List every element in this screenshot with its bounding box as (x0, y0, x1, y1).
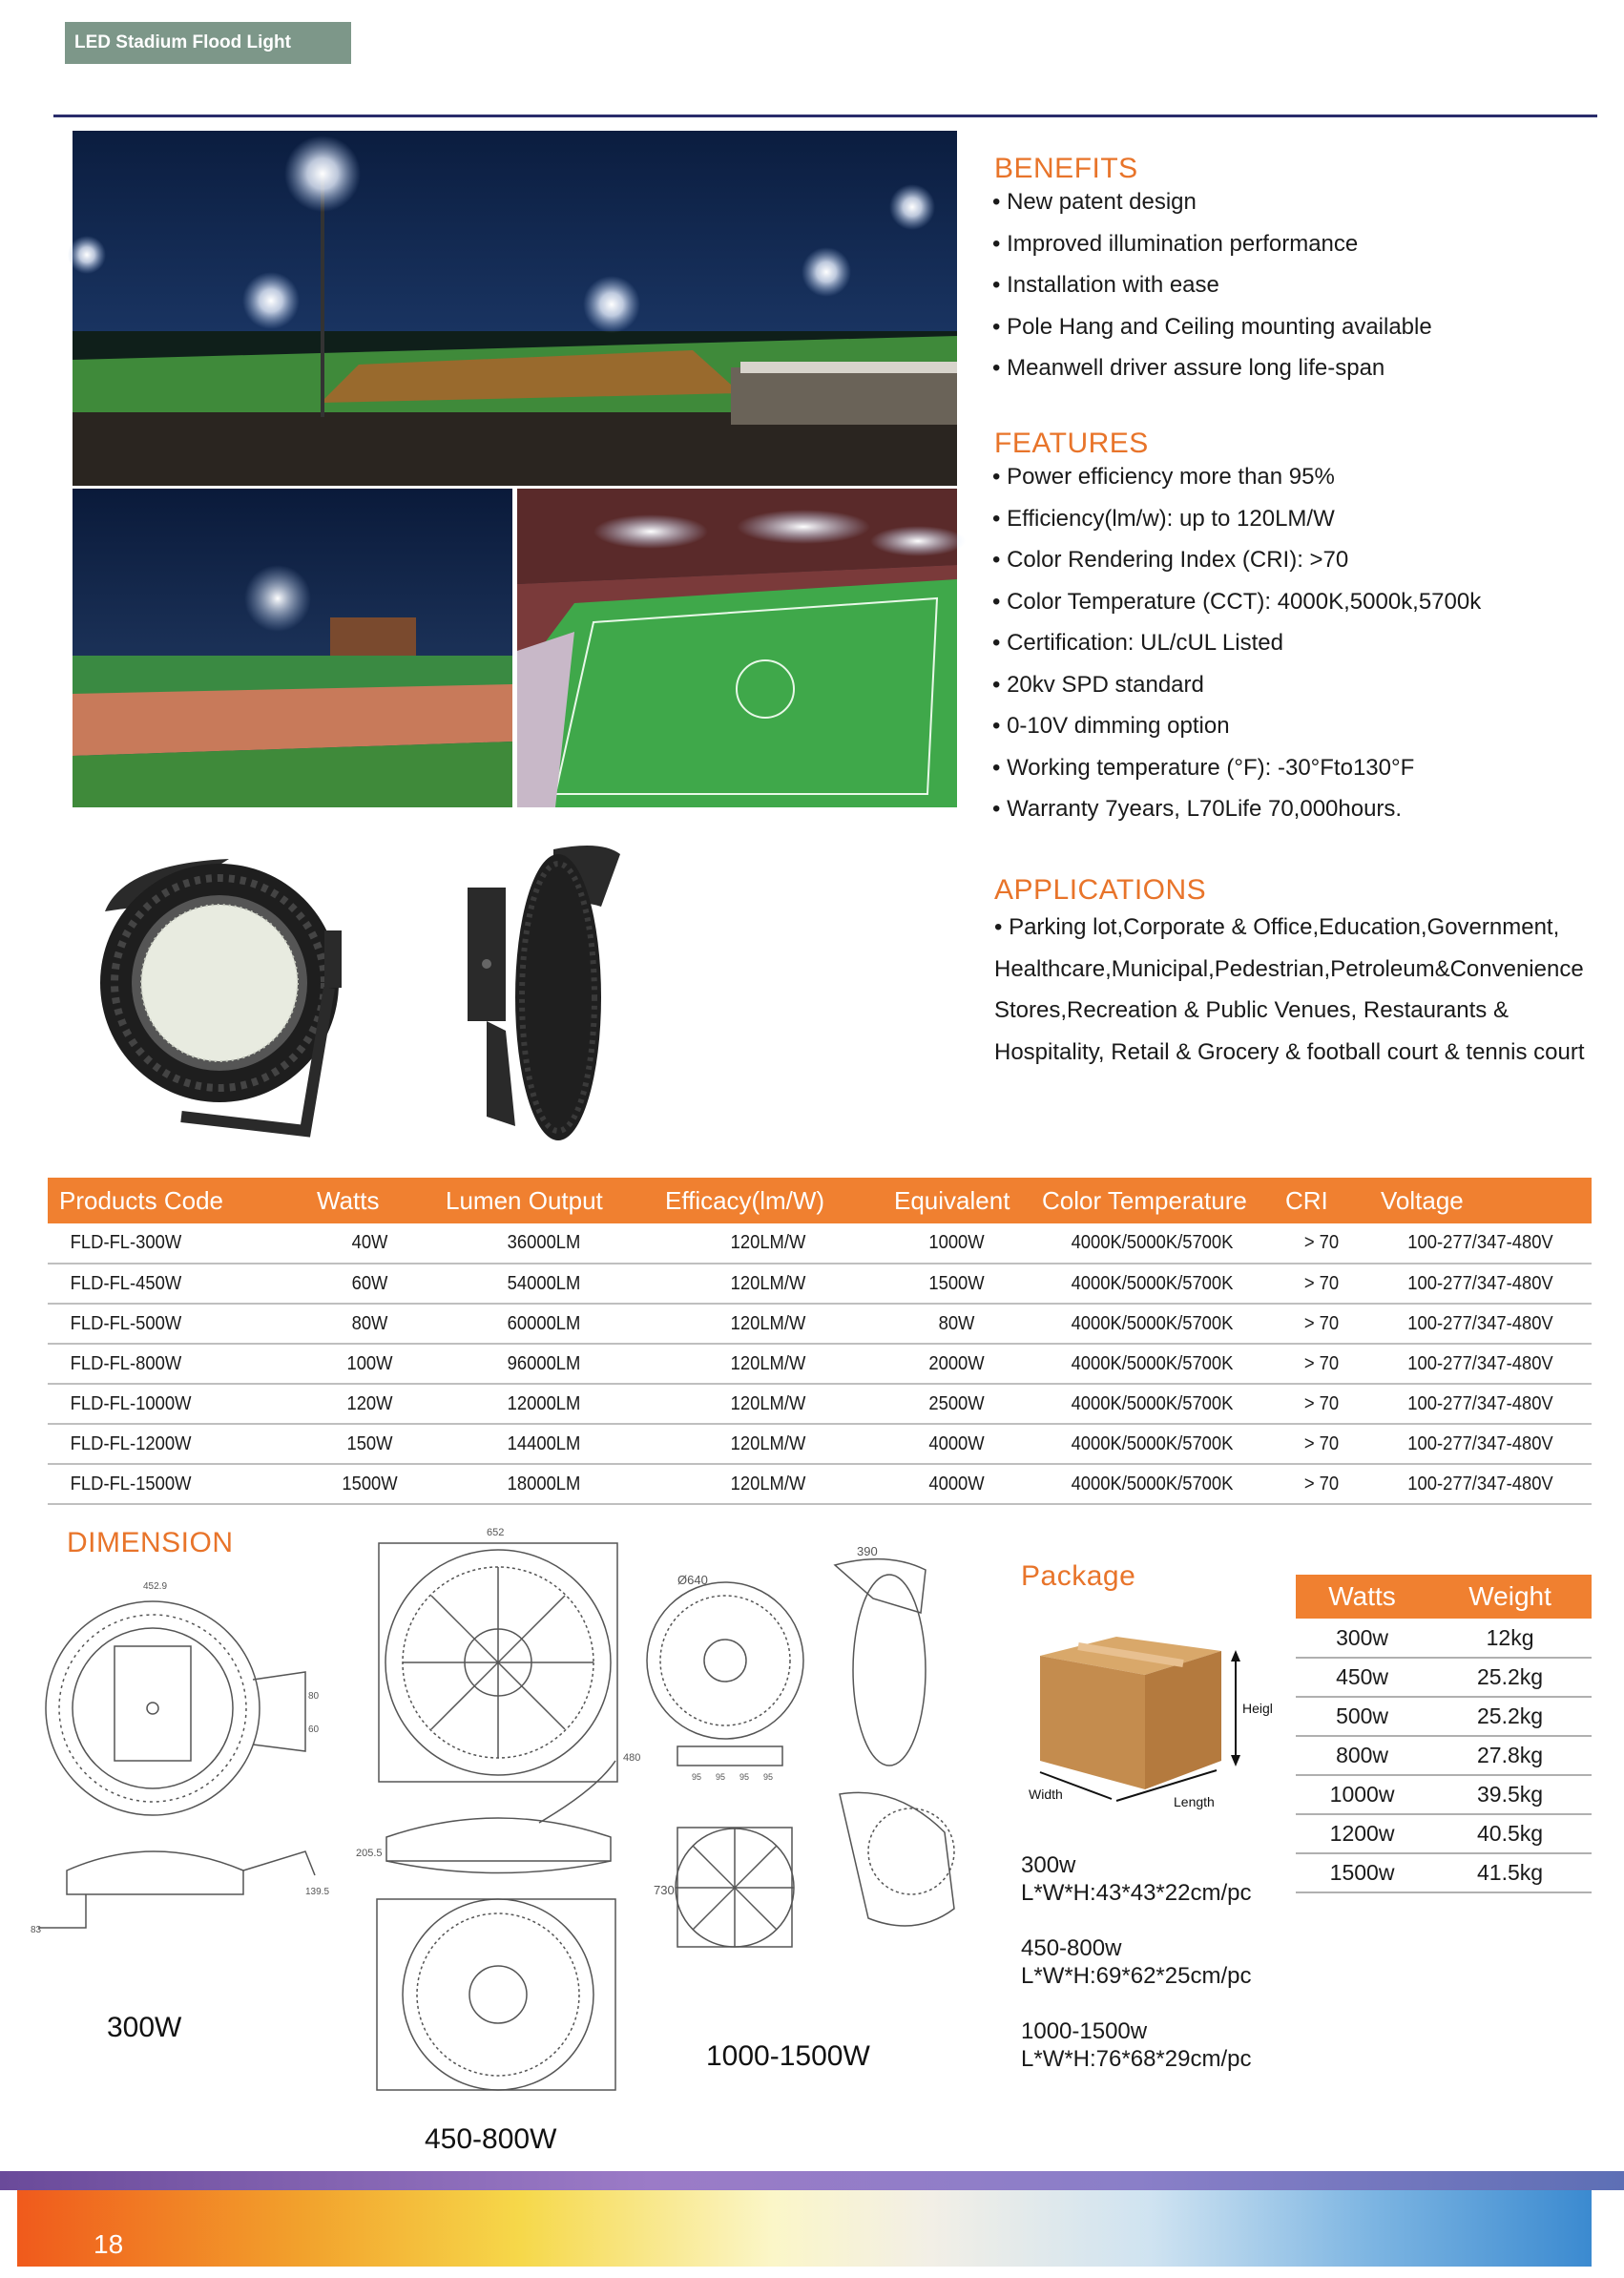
dimension-label-300w: 300W (107, 2012, 182, 2043)
dimension-label-450-800w: 450-800W (425, 2123, 557, 2155)
drawing-300w (29, 1565, 344, 1956)
page-number: 18 (94, 2229, 124, 2259)
feature-item: • 20kv SPD standard (992, 664, 1481, 706)
benefit-item: • Improved illumination performance (992, 223, 1432, 265)
table-cell: 25.2kg (1428, 1697, 1592, 1736)
table-cell: 4000K/5000K/5700K (1040, 1384, 1264, 1424)
dim-text: 95 (716, 1772, 726, 1782)
applications-line: • Parking lot,Corporate & Office,Education,Government, (994, 914, 1560, 940)
table-cell: 120LM/W (663, 1384, 874, 1424)
table-cell: 4000K/5000K/5700K (1040, 1424, 1264, 1464)
section-tag: LED Stadium Flood Light (65, 22, 351, 64)
table-cell: 25.2kg (1428, 1658, 1592, 1697)
col-header: Products Code (48, 1178, 305, 1223)
table-cell: 60000LM (443, 1304, 645, 1344)
table-cell: 120LM/W (663, 1264, 874, 1304)
col-header: Watts (305, 1178, 434, 1223)
benefit-item: • Installation with ease (992, 264, 1432, 306)
package-dims: L*W*H:76*68*29cm/pc (1021, 2046, 1252, 2072)
table-cell: 120LM/W (663, 1464, 874, 1504)
package-size: 1000-1500w (1021, 2018, 1148, 2044)
col-header: CRI (1274, 1178, 1369, 1223)
dim-text: 480 (623, 1752, 641, 1764)
applications-line: Stores,Recreation & Public Venues, Restaurants & (994, 997, 1509, 1023)
fixture-side-render (448, 840, 630, 1155)
box-length-label: Length (1174, 1794, 1215, 1809)
table-cell: 4000K/5000K/5700K (1040, 1264, 1264, 1304)
table-cell: 40.5kg (1428, 1814, 1592, 1853)
feature-item: • Efficiency(lm/w): up to 120LM/W (992, 498, 1481, 540)
table-row (1296, 1775, 1592, 1814)
col-header: Voltage (1369, 1178, 1592, 1223)
table-cell: 60W (310, 1264, 428, 1304)
table-cell: 54000LM (443, 1264, 645, 1304)
benefit-item: • Pole Hang and Ceiling mounting available (992, 306, 1432, 348)
feature-item: • Certification: UL/cUL Listed (992, 622, 1481, 664)
table-cell: FLD-FL-800W (58, 1344, 295, 1384)
dimension-heading: DIMENSION (67, 1527, 234, 1558)
benefits-heading: BENEFITS (994, 153, 1138, 184)
table-cell: FLD-FL-1500W (58, 1464, 295, 1504)
table-row (1296, 1658, 1592, 1697)
table-cell: 100W (310, 1344, 428, 1384)
benefits-list (992, 181, 1432, 389)
package-dims: L*W*H:69*62*25cm/pc (1021, 1963, 1252, 1989)
applications-text (994, 907, 1624, 1073)
table-cell: 12kg (1428, 1619, 1592, 1658)
package-spec (1021, 1851, 1251, 1907)
package-spec (1021, 1934, 1251, 1990)
photo-baseball-field (73, 131, 957, 486)
dim-text: 80 (308, 1691, 320, 1702)
col-header: Watts (1296, 1575, 1428, 1619)
table-cell: > 70 (1278, 1264, 1365, 1304)
drawing-450-800w (348, 1522, 641, 2100)
dim-text: 95 (692, 1772, 702, 1782)
table-cell: 100-277/347-480V (1378, 1304, 1582, 1344)
table-cell: > 70 (1278, 1223, 1365, 1264)
table-cell: > 70 (1278, 1304, 1365, 1344)
package-dims: L*W*H:43*43*22cm/pc (1021, 1880, 1252, 1906)
table-row (1296, 1814, 1592, 1853)
table-cell: 1500W (888, 1264, 1025, 1304)
table-cell: FLD-FL-300W (58, 1223, 295, 1264)
package-box-illustration (1021, 1618, 1279, 1823)
table-cell: > 70 (1278, 1424, 1365, 1464)
table-cell: 27.8kg (1428, 1736, 1592, 1775)
feature-item: • Power efficiency more than 95% (992, 456, 1481, 498)
table-cell: 150W (310, 1424, 428, 1464)
table-cell: 18000LM (443, 1464, 645, 1504)
footer-band (0, 2171, 1624, 2190)
col-header: Lumen Output (434, 1178, 654, 1223)
table-cell: 120LM/W (663, 1304, 874, 1344)
table-row (48, 1304, 1592, 1344)
table-cell: > 70 (1278, 1464, 1365, 1504)
table-cell: 4000K/5000K/5700K (1040, 1464, 1264, 1504)
table-cell: 96000LM (443, 1344, 645, 1384)
table-cell: 40W (310, 1223, 428, 1264)
dim-text: 730 (654, 1883, 675, 1897)
spec-table (48, 1178, 1592, 1505)
spec-table-header (48, 1178, 1592, 1223)
dim-text: 139.5 (305, 1887, 330, 1897)
drawing-1000-1500w (639, 1546, 968, 2004)
table-cell: 120LM/W (663, 1223, 874, 1264)
table-cell: FLD-FL-1000W (58, 1384, 295, 1424)
dim-text: 95 (763, 1772, 774, 1782)
table-cell: 1200w (1296, 1814, 1428, 1853)
dim-text: 652 (487, 1527, 505, 1538)
table-cell: 500w (1296, 1697, 1428, 1736)
top-divider (53, 115, 1597, 117)
applications-line: Healthcare,Municipal,Pedestrian,Petroleum&Convenience (994, 955, 1584, 982)
table-cell: 41.5kg (1428, 1853, 1592, 1892)
table-cell: FLD-FL-500W (58, 1304, 295, 1344)
table-cell: 80W (888, 1304, 1025, 1344)
table-cell: > 70 (1278, 1384, 1365, 1424)
table-cell: 100-277/347-480V (1378, 1464, 1582, 1504)
table-cell: 120LM/W (663, 1424, 874, 1464)
table-cell: 300w (1296, 1619, 1428, 1658)
table-cell: 2500W (888, 1384, 1025, 1424)
dim-text: 452.9 (143, 1581, 168, 1592)
photo-soccer-stadium (517, 489, 957, 807)
table-cell: 1500w (1296, 1853, 1428, 1892)
table-row (48, 1424, 1592, 1464)
table-row (1296, 1853, 1592, 1892)
dim-text: 390 (857, 1544, 878, 1558)
table-cell: 4000K/5000K/5700K (1040, 1223, 1264, 1264)
table-row (48, 1264, 1592, 1304)
table-cell: 12000LM (443, 1384, 645, 1424)
feature-item: • 0-10V dimming option (992, 705, 1481, 747)
col-header: Color Temperature (1031, 1178, 1274, 1223)
box-width-label: Width (1029, 1787, 1063, 1802)
table-cell: 100-277/347-480V (1378, 1264, 1582, 1304)
fixture-front-render (86, 845, 344, 1160)
table-cell: 450w (1296, 1658, 1428, 1697)
dim-text: 83 (31, 1925, 42, 1935)
table-cell: 4000W (888, 1424, 1025, 1464)
photo-running-track (73, 489, 512, 807)
table-row (1296, 1697, 1592, 1736)
package-spec (1021, 2017, 1251, 2073)
table-cell: FLD-FL-450W (58, 1264, 295, 1304)
table-cell: 80W (310, 1304, 428, 1344)
table-cell: 4000K/5000K/5700K (1040, 1304, 1264, 1344)
table-row (1296, 1736, 1592, 1775)
dim-text: 95 (739, 1772, 750, 1782)
table-cell: 120W (310, 1384, 428, 1424)
features-list (992, 456, 1481, 830)
applications-heading: APPLICATIONS (994, 874, 1207, 906)
benefit-item: • New patent design (992, 181, 1432, 223)
table-cell: 100-277/347-480V (1378, 1344, 1582, 1384)
package-size: 300w (1021, 1852, 1076, 1878)
applications-line: Hospitality, Retail & Grocery & football court & tennis court (994, 1038, 1585, 1065)
feature-item: • Warranty 7years, L70Life 70,000hours. (992, 788, 1481, 830)
dim-text: Ø640 (677, 1573, 708, 1587)
table-cell: 100-277/347-480V (1378, 1223, 1582, 1264)
table-row (48, 1384, 1592, 1424)
table-cell: 100-277/347-480V (1378, 1424, 1582, 1464)
footer-gradient (17, 2190, 1592, 2267)
feature-item: • Working temperature (°F): -30°Fto130°F (992, 747, 1481, 789)
table-row (48, 1344, 1592, 1384)
table-cell: 4000K/5000K/5700K (1040, 1344, 1264, 1384)
feature-item: • Color Temperature (CCT): 4000K,5000k,5700k (992, 581, 1481, 623)
table-cell: 1000W (888, 1223, 1025, 1264)
feature-item: • Color Rendering Index (CRI): >70 (992, 539, 1481, 581)
dim-text: 60 (308, 1724, 320, 1735)
weight-table (1296, 1575, 1592, 1893)
box-height-label: Heigl (1242, 1701, 1273, 1716)
table-cell: 800w (1296, 1736, 1428, 1775)
dimension-label-1000-1500w: 1000-1500W (706, 2040, 870, 2072)
table-cell: 120LM/W (663, 1344, 874, 1384)
col-header: Efficacy(lm/W) (654, 1178, 883, 1223)
table-row (48, 1464, 1592, 1504)
table-cell: 1000w (1296, 1775, 1428, 1814)
table-cell: 36000LM (443, 1223, 645, 1264)
package-size: 450-800w (1021, 1935, 1122, 1961)
weight-table-header (1296, 1575, 1592, 1619)
table-cell: 2000W (888, 1344, 1025, 1384)
table-cell: 14400LM (443, 1424, 645, 1464)
features-heading: FEATURES (994, 428, 1149, 459)
table-cell: 100-277/347-480V (1378, 1384, 1582, 1424)
table-row (1296, 1619, 1592, 1658)
table-row (48, 1223, 1592, 1264)
package-heading: Package (1021, 1560, 1136, 1592)
col-header: Weight (1428, 1575, 1592, 1619)
col-header: Equivalent (883, 1178, 1031, 1223)
table-cell: > 70 (1278, 1344, 1365, 1384)
table-cell: 4000W (888, 1464, 1025, 1504)
dim-text: 205.5 (356, 1848, 383, 1859)
table-cell: 1500W (310, 1464, 428, 1504)
table-cell: 39.5kg (1428, 1775, 1592, 1814)
benefit-item: • Meanwell driver assure long life-span (992, 347, 1432, 389)
table-cell: FLD-FL-1200W (58, 1424, 295, 1464)
